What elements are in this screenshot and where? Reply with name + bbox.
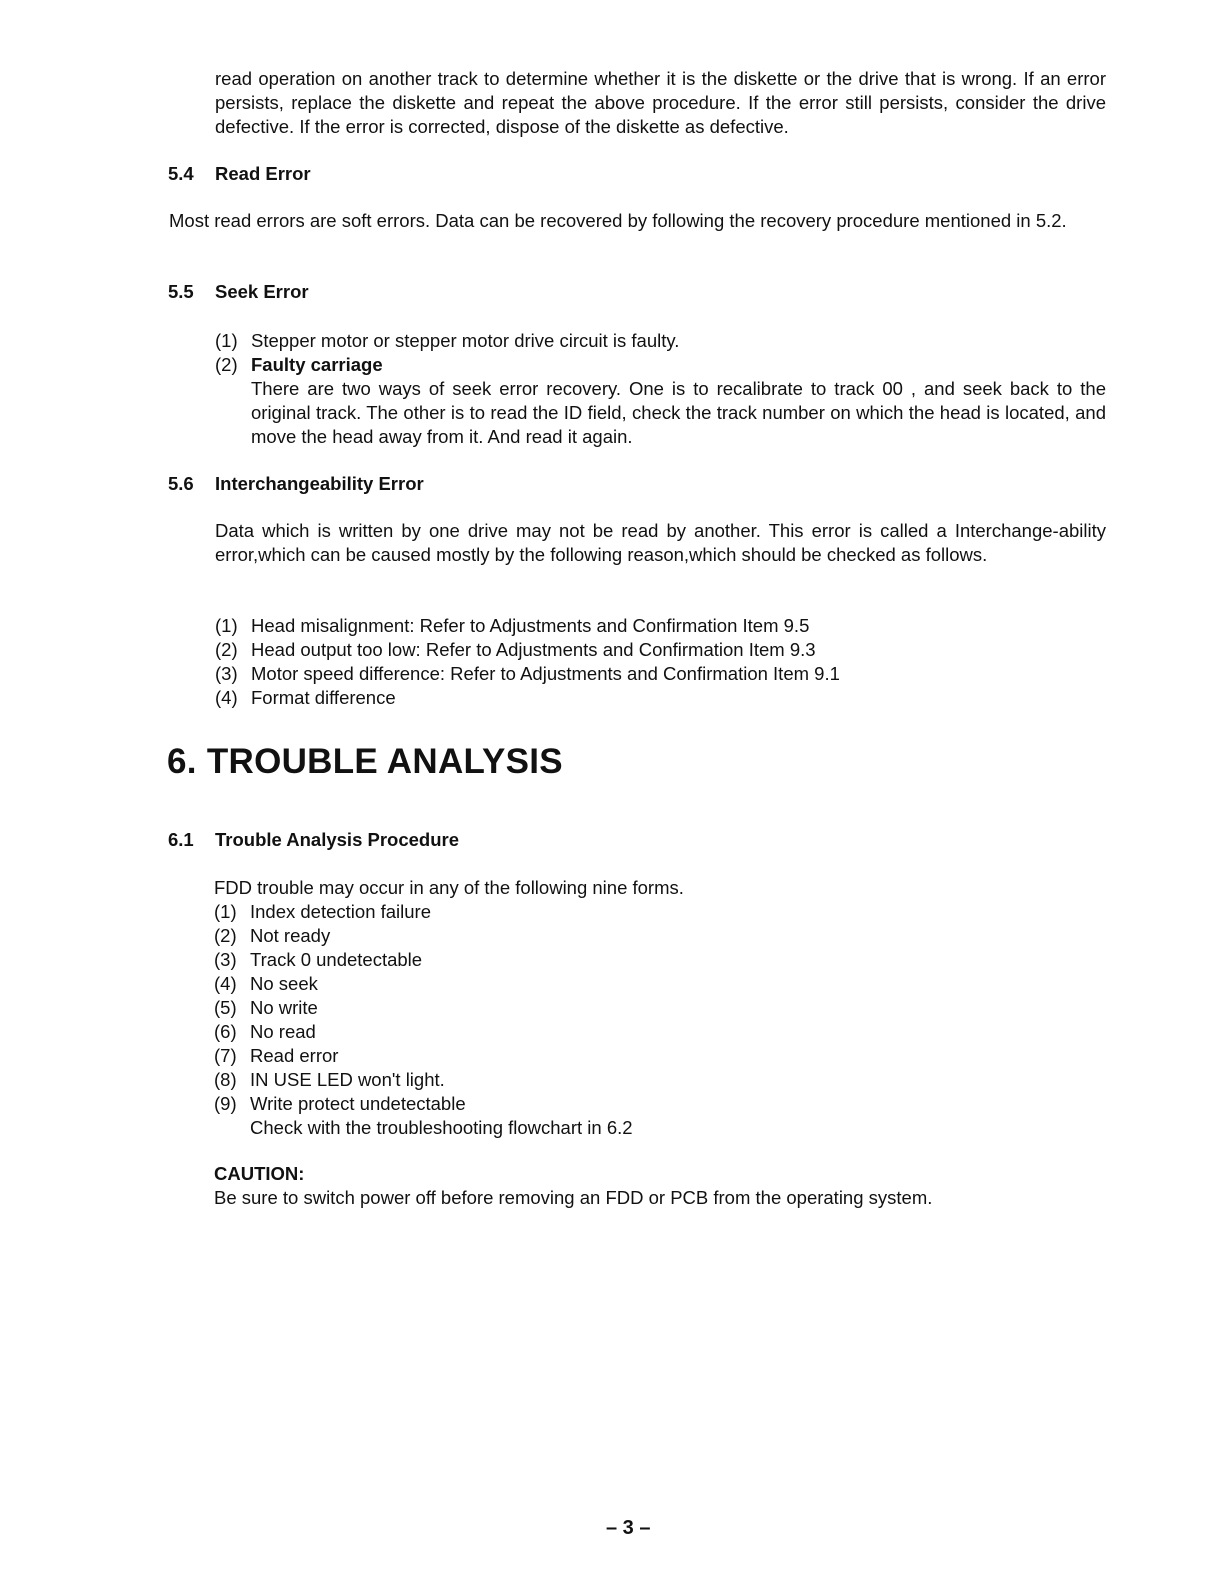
list-item bbox=[214, 972, 1105, 996]
section-number: 5.5 bbox=[168, 281, 194, 302]
item-detail: There are two ways of seek error recovery. One is to recalibrate to track 00 , and seek back to the original track. The other is to read the ID field, check the track number on which the head is located, and move the head away from it. And read it again. bbox=[251, 378, 1106, 447]
item-text: Motor speed difference: Refer to Adjustments and Confirmation Item 9.1 bbox=[251, 663, 840, 684]
list-item bbox=[214, 948, 1105, 972]
caution-label: CAUTION: bbox=[214, 1163, 305, 1184]
item-number: (2) bbox=[215, 354, 238, 375]
item-number: (1) bbox=[215, 330, 238, 351]
list-item bbox=[214, 1044, 1105, 1068]
item-number: (2) bbox=[215, 639, 238, 660]
item-number: (9) bbox=[214, 1093, 237, 1114]
seek-error-list bbox=[215, 329, 1106, 449]
section-number: 6.1 bbox=[168, 829, 194, 850]
section-title: Read Error bbox=[215, 163, 311, 184]
item-number: (5) bbox=[214, 997, 237, 1018]
intro-paragraph: read operation on another track to determine whether it is the diskette or the drive that is wrong. If an error persists, replace the diskette and repeat the above procedure. If the error still persists, consider the drive defective. If the error is corrected, dispose of the diskette as defective. bbox=[215, 68, 1106, 137]
item-text: No read bbox=[250, 1021, 316, 1042]
section-title: Seek Error bbox=[215, 281, 309, 302]
item-number: (4) bbox=[215, 687, 238, 708]
caution-text: Be sure to switch power off before removing an FDD or PCB from the operating system. bbox=[214, 1187, 933, 1208]
item-text: No seek bbox=[250, 973, 318, 994]
section-title: Interchangeability Error bbox=[215, 473, 424, 494]
interchangeability-list bbox=[215, 614, 1106, 710]
item-number: (1) bbox=[215, 615, 238, 636]
item-number: (7) bbox=[214, 1045, 237, 1066]
item-number: (8) bbox=[214, 1069, 237, 1090]
item-number: (2) bbox=[214, 925, 237, 946]
caution-block bbox=[214, 1162, 1105, 1210]
item-text: Stepper motor or stepper motor drive circuit is faulty. bbox=[251, 330, 680, 351]
item-text: Track 0 undetectable bbox=[250, 949, 423, 970]
trouble-forms bbox=[214, 876, 1105, 1140]
check-note: Check with the troubleshooting flowchart in 6.2 bbox=[250, 1117, 633, 1138]
list-item bbox=[215, 686, 1106, 710]
list-item bbox=[215, 662, 1106, 686]
chapter-title: 6. TROUBLE ANALYSIS bbox=[167, 742, 563, 781]
list-item bbox=[215, 614, 1106, 638]
item-number: (3) bbox=[214, 949, 237, 970]
item-text: Head misalignment: Refer to Adjustments and Confirmation Item 9.5 bbox=[251, 615, 810, 636]
list-item bbox=[215, 638, 1106, 662]
item-text: Write protect undetectable bbox=[250, 1093, 466, 1114]
page-number: – 3 – bbox=[606, 1517, 651, 1539]
section-title: Trouble Analysis Procedure bbox=[215, 829, 460, 850]
section-number: 5.6 bbox=[168, 473, 194, 494]
item-number: (1) bbox=[214, 901, 237, 922]
item-number: (6) bbox=[214, 1021, 237, 1042]
item-text: Faulty carriage bbox=[251, 354, 383, 375]
item-number: (4) bbox=[214, 973, 237, 994]
item-text: Head output too low: Refer to Adjustments and Confirmation Item 9.3 bbox=[251, 639, 816, 660]
item-text: Format difference bbox=[251, 687, 396, 708]
section-5-4-text: Most read errors are soft errors. Data can be recovered by following the recovery procedure mentioned in 5.2. bbox=[169, 210, 1067, 231]
list-item bbox=[214, 1068, 1105, 1092]
list-item bbox=[215, 329, 1106, 353]
list-item bbox=[214, 996, 1105, 1020]
section-number: 5.4 bbox=[168, 163, 194, 184]
item-text: Not ready bbox=[250, 925, 331, 946]
item-text: IN USE LED won't light. bbox=[250, 1069, 445, 1090]
item-text: Index detection failure bbox=[250, 901, 432, 922]
item-text: No write bbox=[250, 997, 318, 1018]
item-text: Read error bbox=[250, 1045, 339, 1066]
section-5-6-text: Data which is written by one drive may not be read by another. This error is called a Interchange-ability error,which can be caused mostly by the following reason,which should be checked as follows. bbox=[215, 520, 1106, 565]
item-number: (3) bbox=[215, 663, 238, 684]
list-item bbox=[214, 900, 1105, 924]
list-item bbox=[214, 1092, 1105, 1140]
intro-text: FDD trouble may occur in any of the following nine forms. bbox=[214, 877, 684, 898]
list-item bbox=[215, 353, 1106, 449]
list-item bbox=[214, 1020, 1105, 1044]
list-item bbox=[214, 924, 1105, 948]
